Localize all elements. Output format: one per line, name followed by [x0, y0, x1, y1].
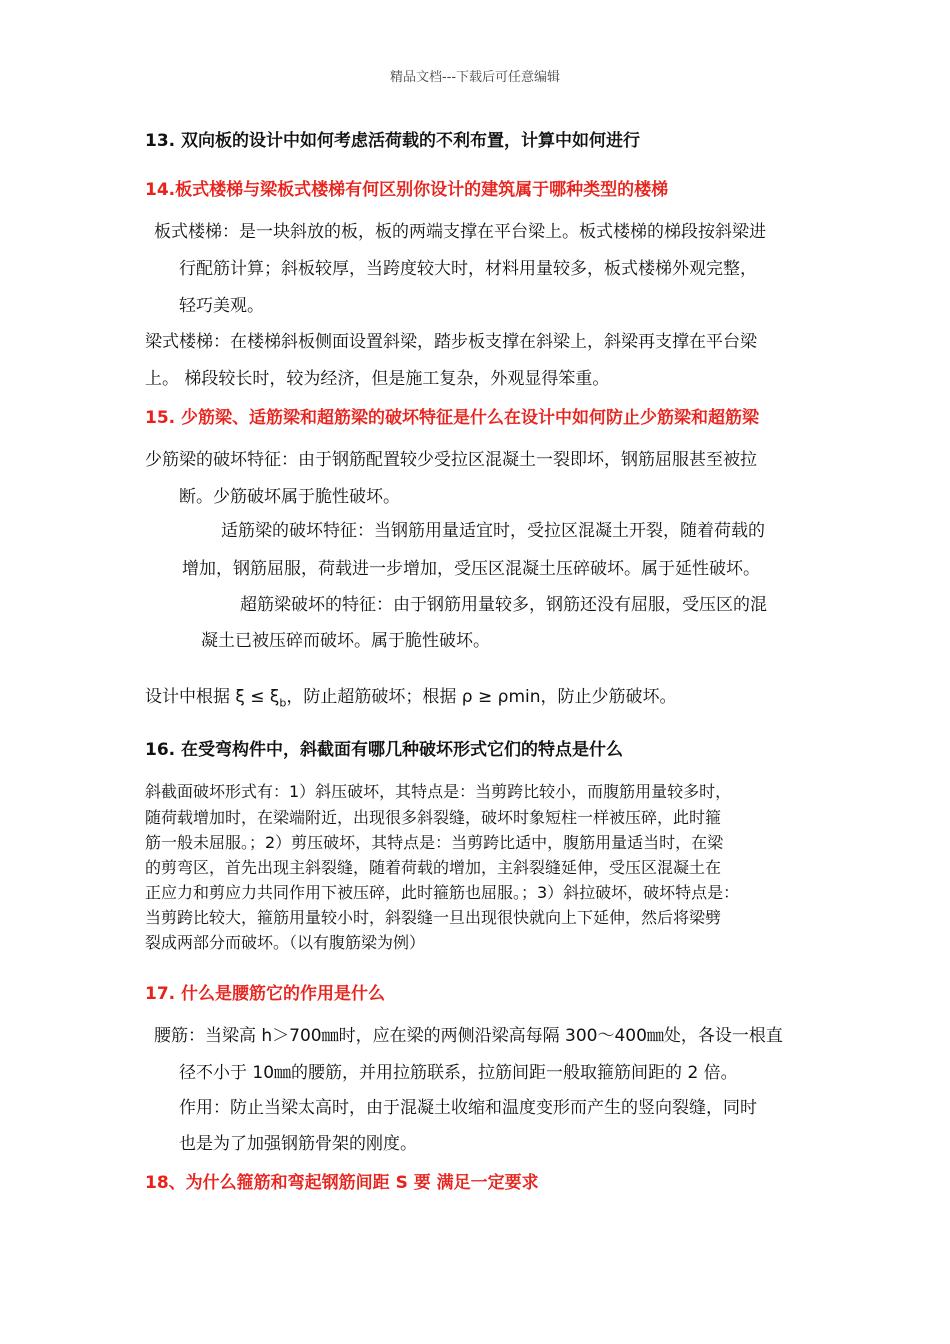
- answer-14-line-3: 轻巧美观。: [179, 296, 264, 316]
- question-17-title: 17. 什么是腰筋它的作用是什么: [145, 984, 386, 1004]
- answer-17-line-4: 也是为了加强钢筋骨架的刚度。: [179, 1134, 417, 1154]
- answer-15-line-4: 增加，钢筋屈服，荷载进一步增加，受压区混凝土压碎破坏。属于延性破坏。: [182, 559, 760, 579]
- question-14-title: 14.板式楼梯与梁板式楼梯有何区别你设计的建筑属于哪种类型的楼梯: [145, 180, 669, 200]
- answer-15-line-5: 超筋梁破坏的特征：由于钢筋用量较多，钢筋还没有屈服，受压区的混: [240, 595, 767, 615]
- answer-15-line-6: 凝土已被压碎而破坏。属于脆性破坏。: [201, 631, 490, 651]
- design-rule-part-2: ，防止超筋破坏；根据 ρ ≥ ρmin，防止少筋破坏。: [286, 687, 677, 707]
- question-18-title: 18、为什么箍筋和弯起钢筋间距 S 要 满足一定要求: [145, 1173, 539, 1193]
- question-16-title: 16. 在受弯构件中，斜截面有哪几种破坏形式它们的特点是什么: [145, 740, 624, 760]
- answer-14-line-1: 板式楼梯：是一块斜放的板，板的两端支撑在平台梁上。板式楼梯的梯段按斜梁进: [154, 222, 766, 242]
- answer-15-line-2: 断。少筋破坏属于脆性破坏。: [179, 487, 400, 507]
- answer-16-line-5: 正应力和剪应力共同作用下被压碎，此时箍筋也屈服。；3）斜拉破坏，破坏特点是：: [145, 883, 740, 902]
- question-13-title: 13. 双向板的设计中如何考虑活荷载的不利布置，计算中如何进行: [145, 131, 641, 151]
- answer-16-line-4: 的剪弯区，首先出现主斜裂缝，随着荷载的增加，主斜裂缝延伸，受压区混凝土在: [145, 858, 722, 877]
- design-rule-part-1: 设计中根据 ξ ≤ ξ: [145, 687, 280, 707]
- answer-14-line-4: 梁式楼梯：在楼梯斜板侧面设置斜梁，踏步板支撑在斜梁上，斜梁再支撑在平台梁: [145, 332, 757, 352]
- answer-14-line-5: 上。 梯段较长时，较为经济，但是施工复杂，外观显得笨重。: [145, 369, 610, 389]
- answer-14-line-2: 行配筋计算；斜板较厚，当跨度较大时，材料用量较多，板式楼梯外观完整，: [179, 259, 757, 279]
- answer-16-line-1: 斜截面破坏形式有：1）斜压破坏，其特点是：当剪跨比较小，而腹筋用量较多时，: [145, 782, 732, 801]
- answer-17-line-2: 径不小于 10㎜的腰筋，并用拉筋联系，拉筋间距一般取箍筋间距的 2 倍。: [179, 1063, 738, 1083]
- answer-16-line-2: 随荷载增加时，在梁端附近，出现很多斜裂缝，破坏时象短柱一样被压碎，此时箍: [145, 808, 722, 827]
- answer-17-line-1: 腰筋：当梁高 h＞700㎜时，应在梁的两侧沿梁高每隔 300～400㎜处，各设一根直: [154, 1026, 783, 1046]
- answer-17-line-3: 作用：防止当梁太高时，由于混凝土收缩和温度变形而产生的竖向裂缝，同时: [179, 1098, 757, 1118]
- xi-b-subscript: b: [279, 696, 287, 710]
- answer-16-line-3: 筋一般未屈服。；2）剪压破坏，其特点是：当剪跨比适中，腹筋用量适当时，在梁: [145, 833, 724, 852]
- page-header: 精品文档---下载后可任意编辑: [389, 70, 561, 85]
- question-15-title: 15. 少筋梁、适筋梁和超筋梁的破坏特征是什么在设计中如何防止少筋梁和超筋梁: [145, 408, 760, 428]
- answer-15-line-1: 少筋梁的破坏特征：由于钢筋配置较少受拉区混凝土一裂即坏，钢筋屈服甚至被拉: [145, 450, 757, 470]
- answer-16-line-6: 当剪跨比较大，箍筋用量较小时，斜裂缝一旦出现很快就向上下延伸，然后将梁劈: [145, 908, 722, 927]
- answer-15-design-rule: [145, 679, 677, 721]
- answer-15-line-3: 适筋梁的破坏特征：当钢筋用量适宜时，受拉区混凝土开裂，随着荷载的: [221, 521, 765, 541]
- answer-16-line-7: 裂成两部分而破坏。（以有腹筋梁为例）: [145, 933, 426, 952]
